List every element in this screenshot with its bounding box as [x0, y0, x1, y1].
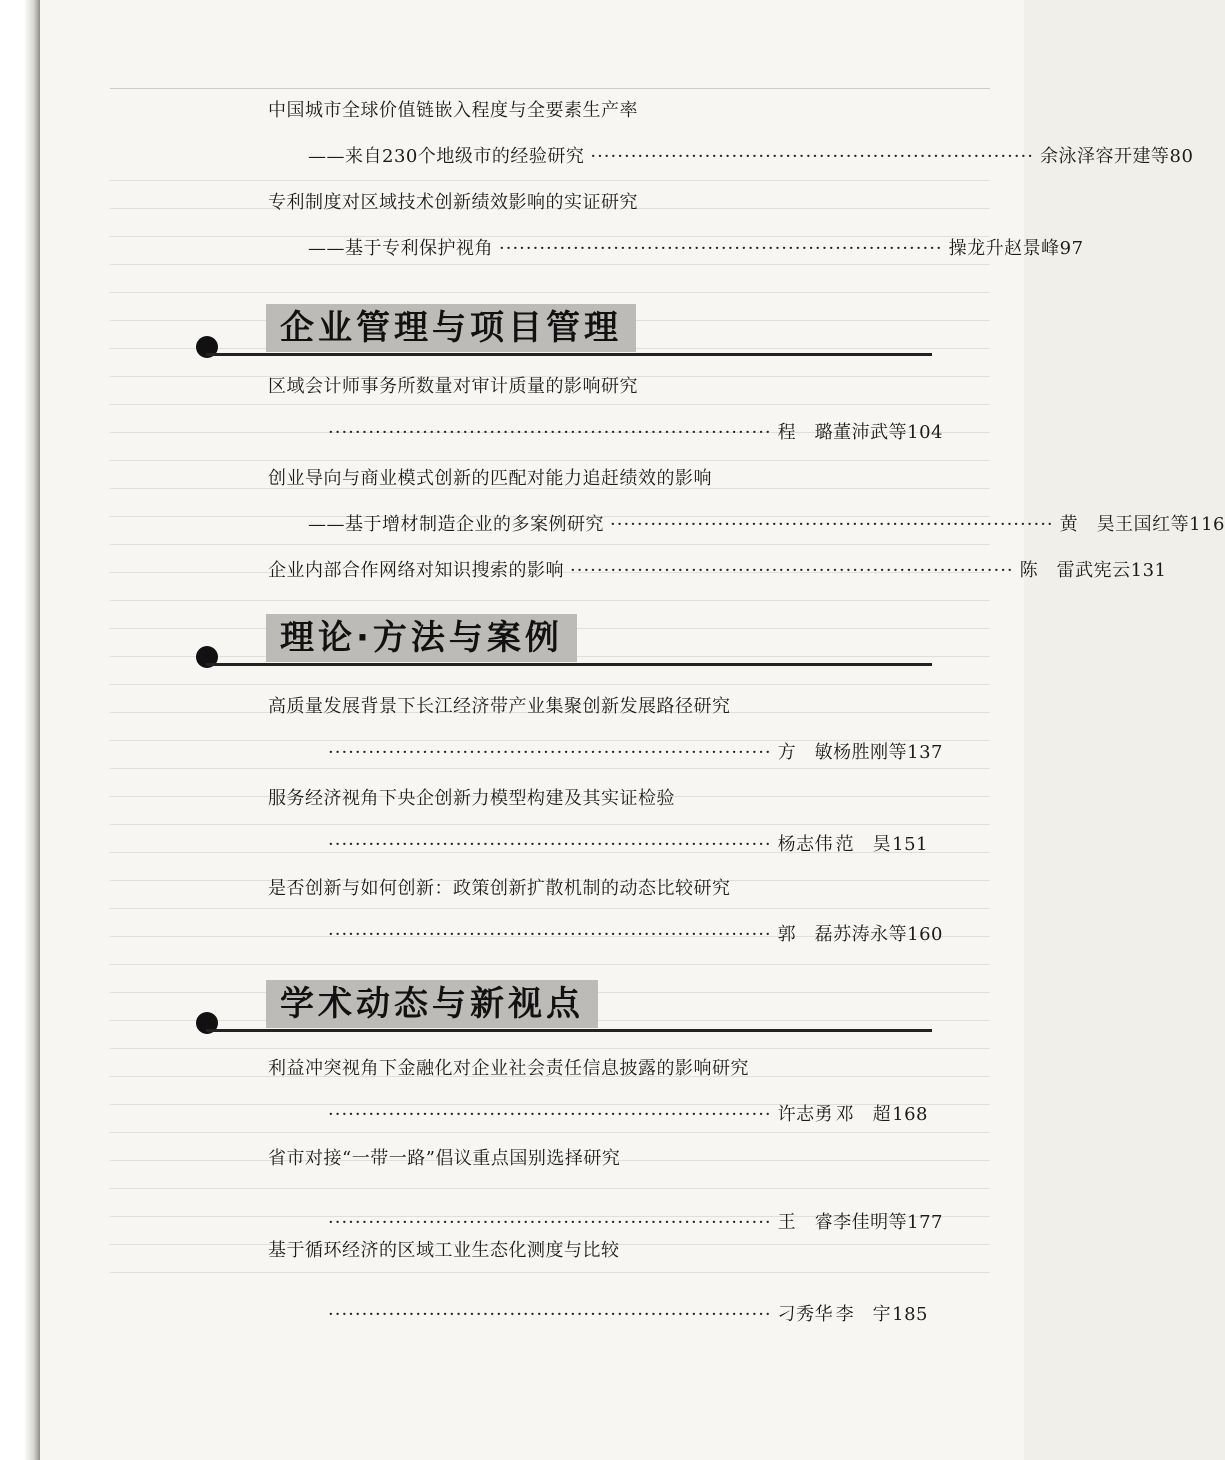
section-title: 理论·方法与案例 [266, 614, 577, 662]
toc-entry [268, 456, 1225, 548]
page-number: 177 [907, 1212, 943, 1233]
article-title: 创业导向与商业模式创新的匹配对能力追赶绩效的影响 [268, 468, 712, 489]
leader-dots: ·································································· [328, 1104, 772, 1125]
leader-dots: ·································································· [328, 834, 772, 855]
section-rule [206, 1029, 932, 1032]
section-title: 学术动态与新视点 [266, 980, 598, 1028]
article-authors: 黄 昊 王国红等 [1059, 514, 1190, 535]
toc-entry [268, 180, 1084, 272]
article-title: 区域会计师事务所数量对审计质量的影响研究 [268, 376, 638, 397]
article-subtitle: ——来自230个地级市的经验研究 [308, 146, 585, 167]
article-title: 基于循环经济的区域工业生态化测度与比较 [268, 1240, 620, 1261]
toc-entry [268, 548, 1167, 594]
article-title: 企业内部合作网络对知识搜索的影响 [268, 560, 564, 581]
page-number: 80 [1169, 146, 1194, 167]
leader-dots: ·································································· [499, 238, 943, 259]
article-authors: 陈 雷 武宪云 [1019, 560, 1131, 581]
leader-dots: ·································································· [328, 1304, 772, 1325]
article-authors: 余泳泽 容开建等 [1040, 146, 1170, 167]
article-title: 利益冲突视角下金融化对企业社会责任信息披露的影响研究 [268, 1058, 749, 1079]
article-authors: 杨志伟 范 昊 [777, 834, 892, 855]
article-authors: 刁秀华 李 宇 [777, 1304, 892, 1325]
article-title: 中国城市全球价值链嵌入程度与全要素生产率 [268, 100, 638, 121]
article-title: 高质量发展背景下长江经济带产业集聚创新发展路径研究 [268, 696, 731, 717]
article-title: 专利制度对区域技术创新绩效影响的实证研究 [268, 192, 638, 213]
leader-dots: ·································································· [610, 514, 1054, 535]
page-number: 137 [907, 742, 943, 763]
page-number: 131 [1130, 560, 1167, 581]
article-authors: 程 璐 董沛武等 [777, 422, 908, 443]
section-rule [206, 353, 932, 356]
page-number: 185 [892, 1304, 928, 1325]
article-title: 省市对接“一带一路”倡议重点国别选择研究 [268, 1148, 621, 1169]
section-rule [206, 663, 932, 666]
page-number: 151 [892, 834, 928, 855]
toc-entry [268, 88, 1194, 180]
article-title: 服务经济视角下央企创新力模型构建及其实证检验 [268, 788, 675, 809]
toc-entry [268, 1228, 928, 1338]
article-subtitle: ——基于专利保护视角 [308, 238, 493, 259]
binding-edge [0, 0, 40, 1460]
bleed-through-header [110, 62, 990, 89]
toc-entry [268, 776, 928, 868]
page-number: 116 [1189, 514, 1225, 535]
page-number: 168 [892, 1104, 928, 1125]
toc-entry [268, 866, 943, 958]
leader-dots: ·································································· [570, 560, 1014, 581]
section-heading [196, 304, 932, 364]
leader-dots: ·································································· [328, 422, 772, 443]
page-number: 104 [907, 422, 943, 443]
toc-entry [268, 684, 943, 776]
page-number: 160 [907, 924, 943, 945]
section-title: 企业管理与项目管理 [266, 304, 636, 352]
article-authors: 王 睿 李佳明等 [777, 1212, 908, 1233]
article-authors: 方 敏 杨胜刚等 [777, 742, 908, 763]
toc-entry [268, 1046, 928, 1138]
leader-dots: ·································································· [328, 742, 772, 763]
leader-dots: ·································································· [590, 146, 1034, 167]
section-heading [196, 614, 932, 674]
leader-dots: ·································································· [328, 1212, 772, 1233]
article-authors: 郭 磊 苏涛永等 [777, 924, 908, 945]
article-subtitle: ——基于增材制造企业的多案例研究 [308, 514, 604, 535]
toc-entry [268, 364, 943, 456]
section-heading [196, 980, 932, 1040]
page-number: 97 [1059, 238, 1084, 259]
article-authors: 许志勇 邓 超 [777, 1104, 892, 1125]
article-authors: 操龙升 赵景峰 [948, 238, 1060, 259]
article-title: 是否创新与如何创新：政策创新扩散机制的动态比较研究 [268, 878, 731, 899]
leader-dots: ·································································· [328, 924, 772, 945]
